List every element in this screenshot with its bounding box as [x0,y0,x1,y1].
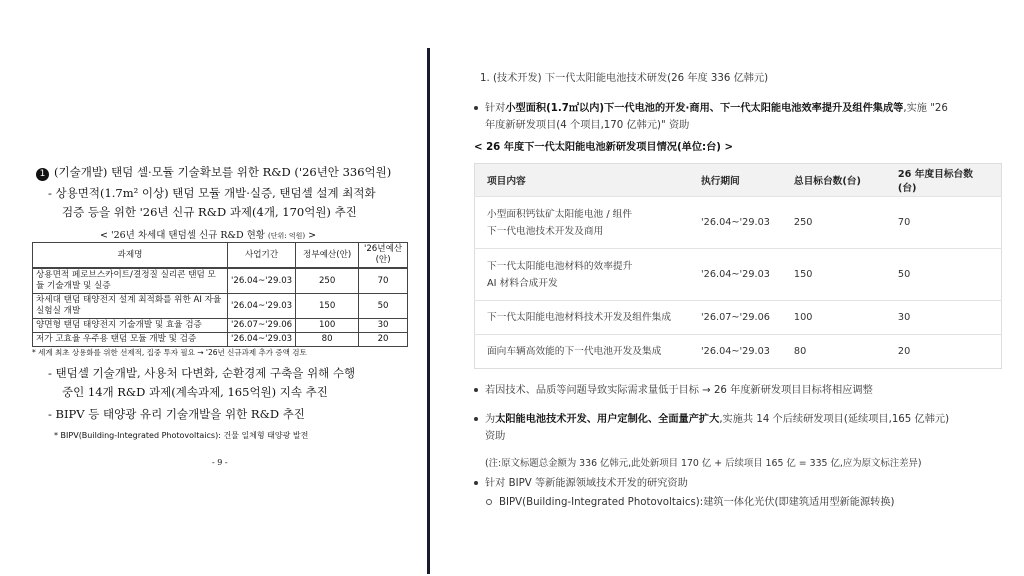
table-title: < '26년 차세대 탠덤셀 신규 R&D 현황 (단위: 억원) > [100,230,317,241]
paragraph-adjustment: 若因技术、品质等问题导致实际需求量低于目标 → 26 年度新研发项目目标将相应调整 [474,382,873,399]
note-discrepancy: (注:原文标题总金额为 336 亿韩元,此处新项目 170 亿 + 后续项目 165 亿 = 335 亿,应为原文标注差异) [485,458,922,469]
table-row: 저가 고효율 우주용 탠덤 모듈 개발 및 검증 '26.04~'29.03 80 20 [33,333,408,347]
bullet-dot-icon [474,417,478,421]
section-heading: 1 (기술개발) 탠덤 셀·모듈 기술확보를 위한 R&D ('26년안 336억원) [36,164,391,181]
bipv-footnote: * BIPV(Building-Integrated Photovoltaics): 건물 일체형 태양광 발전 [54,431,309,440]
circled-number-icon: 1 [36,168,49,181]
table-row: 小型面积钙钛矿太阳能电池 / 组件 下一代电池技术开发及商用 '26.04~'29.03 250 70 [475,197,1002,249]
chinese-rd-table [474,163,1002,369]
bullet-commercial-area: - 상용면적(1.7m² 이상) 탠덤 모듈 개발·실증, 탠덤셀 설계 최적화 검증 등을 위한 '26년 신규 R&D 과제(4개, 170억원) 추진 [48,186,376,219]
bullet-bipv: - BIPV 등 태양광 유리 기술개발을 위한 R&D 추진 [48,407,305,421]
page-divider [427,48,430,574]
table-row: 面向车辆高效能的下一代电池开发及集成 '26.04~'29.03 80 20 [475,335,1002,369]
page-number: - 9 - [212,458,228,467]
table-row: 양면형 탠덤 태양전지 기술개발 및 효율 검증 '26.07~'29.06 100 30 [33,319,408,333]
paragraph-followup: 为太阳能电池技术开发、用户定制化、全面量产扩大,实施共 14 个后续研发项目(延续项目,165 亿韩元) 资助 [474,411,994,445]
table-row: 상용면적 페로브스카이트/결정질 실리콘 탠덤 모듈 기술개발 및 실증 '26.04~'29.03 250 70 [33,268,408,294]
subitem-bipv: BIPV(Building-Integrated Photovoltaics):建筑一体化光伏(即建筑适用型新能源转换) [486,494,895,511]
section-title: 1. (技术开发) 下一代太阳能电池技术研发(26 年度 336 亿韩元) [480,73,769,84]
bullet-dot-icon [474,106,478,110]
table-row: 下一代太阳能电池材料技术开发及组件集成 '26.07~'29.06 100 30 [475,301,1002,335]
bullet-ongoing-projects: - 탠덤셀 기술개발, 사용처 다변화, 순환경제 구축을 위해 수행 중인 14개 R&D 과제(계속과제, 165억원) 지속 추진 [48,366,356,399]
bullet-dot-icon [474,388,478,392]
paragraph-new-projects: 针对小型面积(1.7㎡以内)下一代电池的开发·商用、下一代太阳能电池效率提升及组件集成等,实施 "26 年度新研发项目(4 个项目,170 亿韩元)" 资助 [474,100,994,134]
bullet-dot-icon [474,481,478,485]
paragraph-bipv: 针对 BIPV 等新能源领域技术开发的研究资助 [474,475,688,492]
table-header-row: 项目内容 执行期间 总目标台数(台) 26 年度目标台数(台) [475,164,1002,197]
korean-rd-table [32,242,408,347]
table-header-row: 과제명 사업기간 정부예산(안) '26년예산(안) [33,243,408,269]
table-title: < 26 年度下一代太阳能电池新研发项目情况(单位:台) > [474,142,734,153]
table-row: 차세대 탠덤 태양전지 설계 최적화를 위한 AI 자율실험실 개발 '26.04~'29.03 150 50 [33,294,408,319]
hollow-bullet-icon [486,499,492,505]
table-row: 下一代太阳能电池材料的效率提升 AI 材料合成开发 '26.04~'29.03 150 50 [475,249,1002,301]
table-footnote: * 세계 최초 상용화를 위한 선제적, 집중 투자 필요 → '26년 신규과제 추가 증액 검토 [32,348,307,357]
